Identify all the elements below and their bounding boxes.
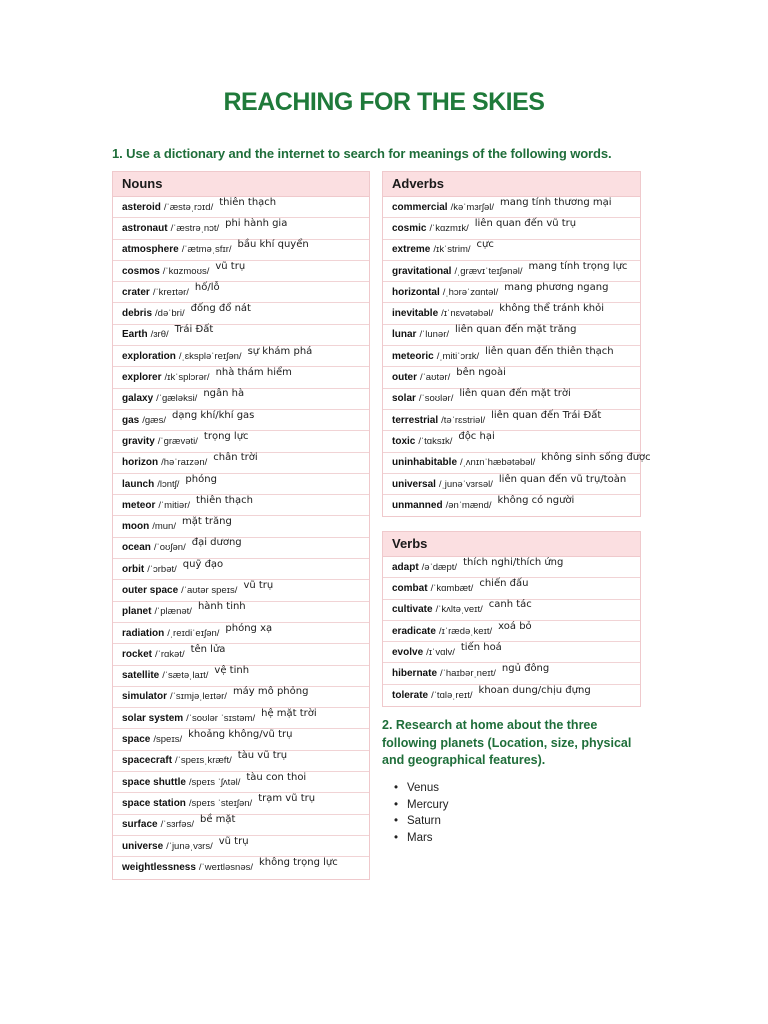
vocab-ipa: /ˈkreɪtər/ [152, 286, 189, 298]
vocab-meaning: thiên thạch [196, 494, 253, 506]
vocab-word: asteroid [122, 201, 161, 213]
vocab-meaning: canh tác [488, 599, 532, 611]
vocab-word: cosmos [122, 265, 160, 277]
vocab-meaning: liên quan đến vũ trụ [474, 217, 577, 229]
instruction-text: 1. Use a dictionary and the internet to search for meanings of the following words. [112, 146, 612, 161]
vocab-meaning: hệ mặt trời [261, 707, 317, 719]
vocab-word: spacecraft [122, 755, 173, 767]
vocab-word: rocket [122, 648, 153, 660]
vocab-meaning: khoan dung/chịu đựng [478, 684, 591, 696]
vocab-meaning: liên quan đến mặt trời [459, 388, 571, 400]
vocab-row [113, 836, 369, 857]
vocab-meaning: cực [476, 239, 494, 251]
vocab-meaning: vũ trụ [218, 835, 249, 847]
vocab-row [383, 346, 640, 367]
vocab-row [383, 197, 640, 218]
vocab-meaning: xoá bỏ [498, 620, 532, 632]
vocab-row [113, 623, 369, 644]
vocab-word: outer space [122, 584, 179, 596]
vocab-ipa: /ˈsɪmjəˌleɪtər/ [170, 691, 227, 703]
vocab-meaning: bên ngoài [456, 367, 506, 379]
vocab-meaning: liên quan đến mặt trăng [455, 324, 577, 336]
vocab-ipa: /ˈhaɪbərˌneɪt/ [440, 668, 496, 680]
vocab-meaning: hành tinh [197, 601, 246, 613]
vocab-row [383, 261, 640, 282]
vocab-row [113, 474, 369, 495]
vocab-row [113, 282, 369, 303]
vocab-ipa: /ˈɡæləksi/ [156, 393, 198, 405]
vocab-row [383, 240, 640, 261]
vocab-meaning: vệ tinh [214, 665, 250, 677]
vocab-ipa: /ˈtɑləˌreɪt/ [431, 689, 473, 701]
vocab-meaning: liên quan đến Trái Đất [491, 409, 602, 421]
vocab-ipa: /ɪˈnɛvətəbəl/ [441, 308, 494, 320]
vocab-meaning: dạng khí/khí gas [172, 409, 255, 421]
vocab-word: cosmic [392, 222, 427, 234]
vocab-meaning: đại dương [191, 537, 242, 549]
vocab-meaning: bầu khí quyển [237, 239, 309, 251]
vocab-word: toxic [392, 435, 416, 447]
vocab-ipa: /ˌmitiˈɔrɪk/ [436, 350, 480, 362]
vocab-word: horizontal [392, 286, 440, 298]
vocab-ipa: /ˈæstəˌrɔɪd/ [163, 201, 214, 213]
vocab-row [113, 516, 369, 537]
vocab-ipa: /ɜrθ/ [150, 329, 169, 341]
vocab-word: eradicate [392, 625, 436, 637]
nouns-header: Nouns [113, 172, 369, 197]
vocab-meaning: thích nghi/thích ứng [463, 556, 564, 568]
vocab-meaning: đống đổ nát [190, 303, 251, 315]
vocab-meaning: mang phương ngang [504, 281, 609, 293]
vocab-meaning: phóng xạ [225, 622, 273, 634]
vocab-word: uninhabitable [392, 457, 457, 469]
vocab-row [113, 261, 369, 282]
vocab-row [113, 367, 369, 388]
vocab-row [383, 642, 640, 663]
vocab-row [113, 325, 369, 346]
vocab-row [113, 815, 369, 836]
vocab-meaning: không thể tránh khỏi [499, 303, 604, 315]
vocab-word: planet [122, 606, 152, 618]
vocab-ipa: /ˈæstrəˌnɔt/ [170, 222, 220, 234]
vocab-ipa: /lɔntʃ/ [157, 478, 180, 490]
vocab-ipa: /speɪs ˈsteɪʃən/ [188, 797, 253, 809]
vocab-ipa: /ˈjunəˌvɜrs/ [166, 840, 213, 852]
vocab-ipa: /ˌʌnɪnˈhæbətəbəl/ [460, 457, 536, 469]
adverbs-table [382, 171, 651, 517]
vocab-row [383, 600, 640, 621]
vocab-ipa: /ˈsætəˌlaɪt/ [162, 670, 209, 682]
vocab-word: gravitational [392, 265, 452, 277]
adverbs-header: Adverbs [383, 172, 640, 197]
vocab-word: gas [122, 414, 140, 426]
vocab-row [113, 857, 369, 878]
vocab-word: astronaut [122, 222, 168, 234]
vocab-ipa: /ˈsoʊlər ˈsɪstəm/ [186, 712, 256, 724]
vocab-word: launch [122, 478, 155, 490]
vocab-ipa: /dəˈbri/ [155, 308, 185, 320]
verbs-header: Verbs [383, 532, 640, 557]
vocab-word: extreme [392, 244, 431, 256]
vocab-row [113, 559, 369, 580]
vocab-row [113, 495, 369, 516]
planet-item: • Mercury [394, 797, 449, 814]
vocab-ipa: /ˈsɜrfəs/ [160, 819, 194, 831]
vocab-ipa: /ˈkɑzmoʊs/ [162, 265, 210, 277]
vocab-meaning: liên quan đến thiên thạch [485, 345, 614, 357]
vocab-row [383, 685, 640, 706]
vocab-ipa: /ˌhɔrəˈzɑntəl/ [442, 286, 499, 298]
vocab-meaning: tiến hoá [460, 641, 502, 653]
vocab-meaning: liên quan đến vũ trụ/toàn [498, 473, 627, 485]
vocab-meaning: không sinh sống được [541, 452, 651, 464]
vocab-meaning: ngủ đông [501, 663, 550, 675]
vocab-word: meteor [122, 499, 156, 511]
vocab-meaning: trạm vũ trụ [258, 792, 316, 804]
vocab-ipa: /ˈrɑkət/ [155, 648, 185, 660]
vocab-meaning: thiên thạch [219, 196, 277, 208]
verbs-rows [383, 557, 640, 706]
vocab-meaning: nhà thám hiểm [215, 367, 292, 379]
vocab-word: galaxy [122, 393, 154, 405]
vocab-word: space shuttle [122, 776, 186, 788]
vocab-row [113, 580, 369, 601]
vocab-ipa: /ˈspeɪsˌkræft/ [175, 755, 232, 767]
vocab-ipa: /ˈkɑzmɪk/ [429, 222, 469, 234]
vocab-ipa: /speɪs/ [153, 734, 183, 746]
vocab-row [113, 346, 369, 367]
planet-item: • Mars [394, 830, 449, 847]
planet-list [394, 780, 449, 846]
vocab-row [383, 389, 640, 410]
planet-item: • Saturn [394, 813, 449, 830]
vocab-word: cultivate [392, 604, 433, 616]
vocab-meaning: mang tính thương mại [500, 196, 612, 208]
vocab-word: ocean [122, 542, 151, 554]
vocab-ipa: /ɪˈrædəˌkeɪt/ [438, 625, 493, 637]
vocab-row [383, 452, 651, 474]
vocab-ipa: /ˈplænət/ [154, 606, 192, 618]
vocab-ipa: /ˌɛkspləˈreɪʃən/ [178, 350, 242, 362]
vocab-ipa: /ˈoʊʃən/ [153, 542, 186, 554]
vocab-word: crater [122, 286, 150, 298]
vocab-word: inevitable [392, 308, 439, 320]
vocab-row [113, 751, 369, 772]
vocab-meaning: quỹ đạo [182, 558, 224, 570]
vocab-row [383, 410, 640, 431]
vocab-row [383, 621, 640, 642]
vocab-meaning: phi hành gia [225, 217, 288, 229]
vocab-row [383, 495, 640, 516]
vocab-ipa: /ˌjunəˈvɜrsəl/ [438, 478, 493, 490]
vocab-meaning: độc hại [458, 430, 495, 442]
vocab-meaning: tàu vũ trụ [237, 750, 288, 762]
vocab-ipa: /ˈkʌltəˌveɪt/ [435, 604, 483, 616]
vocab-row [113, 708, 369, 729]
vocab-ipa: /ɪkˈsplɔrər/ [164, 372, 210, 384]
vocab-word: terrestrial [392, 414, 439, 426]
vocab-row [113, 687, 369, 708]
vocab-meaning: vũ trụ [215, 260, 246, 272]
vocab-word: outer [392, 372, 417, 384]
vocab-ipa: /ɡæs/ [142, 414, 166, 426]
vocab-ipa: /ˌɡrævɪˈteɪʃənəl/ [454, 265, 523, 277]
vocab-word: commercial [392, 201, 448, 213]
vocab-word: space [122, 734, 151, 746]
vocab-row [113, 197, 369, 218]
vocab-word: evolve [392, 646, 424, 658]
vocab-row [383, 431, 640, 452]
vocab-meaning: bề mặt [199, 814, 236, 826]
vocab-meaning: chân trời [213, 452, 258, 464]
vocab-word: solar system [122, 712, 184, 724]
vocab-word: horizon [122, 457, 159, 469]
vocab-row [113, 602, 369, 623]
vocab-meaning: vũ trụ [243, 579, 274, 591]
nouns-table [112, 171, 370, 880]
vocab-ipa: /speɪs ˈʃʌtəl/ [188, 776, 241, 788]
vocab-row [113, 218, 369, 239]
vocab-word: moon [122, 521, 150, 533]
vocab-ipa: /ɪkˈstrim/ [433, 244, 471, 256]
vocab-row [113, 453, 369, 474]
vocab-row [383, 663, 640, 684]
vocab-meaning: ngân hà [203, 388, 245, 400]
vocab-row [113, 240, 369, 261]
vocab-row [113, 389, 369, 410]
vocab-ipa: /həˈraɪzən/ [161, 457, 208, 469]
vocab-ipa: /ˈtɑksɪk/ [418, 435, 453, 447]
vocab-word: space station [122, 797, 186, 809]
vocab-row [383, 578, 640, 599]
vocab-ipa: /kəˈmɜrʃəl/ [450, 201, 495, 213]
vocab-word: surface [122, 819, 158, 831]
vocab-word: Earth [122, 329, 148, 341]
vocab-word: meteoric [392, 350, 434, 362]
vocab-word: universal [392, 478, 436, 490]
vocab-word: satellite [122, 670, 160, 682]
vocab-ipa: /ˈaʊtər/ [420, 372, 451, 384]
vocab-word: orbit [122, 563, 145, 575]
nouns-rows [113, 197, 369, 879]
vocab-row [383, 557, 640, 578]
page-title: REACHING FOR THE SKIES [223, 88, 545, 116]
vocab-word: combat [392, 582, 428, 594]
vocab-ipa: /ˈlunər/ [419, 329, 450, 341]
vocab-ipa: /ənˈmænd/ [445, 500, 492, 512]
vocab-ipa: /mun/ [152, 521, 176, 533]
vocab-ipa: /ˈɔrbət/ [147, 563, 177, 575]
vocab-ipa: /ˈætməˌsfɪr/ [181, 244, 232, 256]
adverbs-rows [383, 196, 651, 516]
vocab-row [113, 410, 369, 431]
vocab-ipa: /ˌreɪdiˈeɪʃən/ [167, 627, 220, 639]
vocab-row [383, 218, 640, 239]
vocab-ipa: /ˈkɑmbæt/ [430, 582, 474, 594]
vocab-row [113, 793, 369, 814]
vocab-ipa: /ˈaʊtər speɪs/ [181, 584, 238, 596]
vocab-meaning: không trọng lực [259, 857, 338, 869]
vocab-word: solar [392, 393, 416, 405]
vocab-meaning: không có người [497, 495, 575, 507]
vocab-meaning: khoảng không/vũ trụ [188, 729, 293, 741]
vocab-ipa: /ɪˈvɑlv/ [426, 646, 455, 658]
vocab-ipa: /əˈdæpt/ [421, 561, 458, 573]
verbs-table [382, 531, 641, 707]
vocab-meaning: Trái Đất [174, 324, 214, 336]
vocab-word: tolerate [392, 689, 429, 701]
vocab-meaning: tên lửa [190, 643, 226, 655]
vocab-word: explorer [122, 372, 162, 384]
vocab-row [113, 666, 369, 687]
vocab-word: adapt [392, 561, 419, 573]
vocab-row [113, 303, 369, 324]
vocab-row [113, 772, 369, 793]
vocab-word: weightlessness [122, 862, 196, 874]
vocab-row [383, 303, 640, 324]
research-instruction: 2. Research at home about the three following planets (Location, size, physical and geographical features). [382, 718, 632, 767]
vocab-row [383, 282, 640, 303]
vocab-meaning: chiến đấu [479, 577, 529, 589]
vocab-row [113, 729, 369, 750]
vocab-word: simulator [122, 691, 168, 703]
vocab-meaning: sự khám phá [247, 345, 313, 357]
vocab-meaning: trọng lực [203, 430, 249, 442]
vocab-row [383, 325, 640, 346]
vocab-row [113, 431, 369, 452]
vocab-meaning: phóng [185, 473, 217, 485]
planet-item: • Venus [394, 780, 449, 797]
vocab-meaning: máy mô phỏng [232, 686, 309, 698]
vocab-word: exploration [122, 350, 176, 362]
vocab-word: gravity [122, 435, 155, 447]
vocab-ipa: /ˈweɪtləsnəs/ [198, 862, 253, 874]
vocab-row [383, 474, 640, 495]
vocab-word: atmosphere [122, 244, 179, 256]
vocab-word: radiation [122, 627, 165, 639]
vocab-word: unmanned [392, 500, 443, 512]
vocab-row [113, 538, 369, 559]
vocab-meaning: mặt trăng [181, 516, 232, 528]
vocab-row [383, 367, 640, 388]
vocab-meaning: hố/lỗ [194, 281, 220, 293]
vocab-ipa: /ˈsoʊlər/ [418, 393, 454, 405]
vocab-word: lunar [392, 329, 417, 341]
vocab-meaning: mang tính trọng lực [528, 260, 628, 272]
vocab-word: hibernate [392, 668, 438, 680]
vocab-ipa: /təˈrɛstriəl/ [441, 414, 486, 426]
vocab-ipa: /ˈɡrævəti/ [157, 435, 198, 447]
vocab-row [113, 644, 369, 665]
vocab-word: universe [122, 840, 164, 852]
vocab-word: debris [122, 308, 153, 320]
vocab-meaning: tàu con thoi [246, 771, 307, 783]
vocab-ipa: /ˈmitiər/ [158, 499, 191, 511]
